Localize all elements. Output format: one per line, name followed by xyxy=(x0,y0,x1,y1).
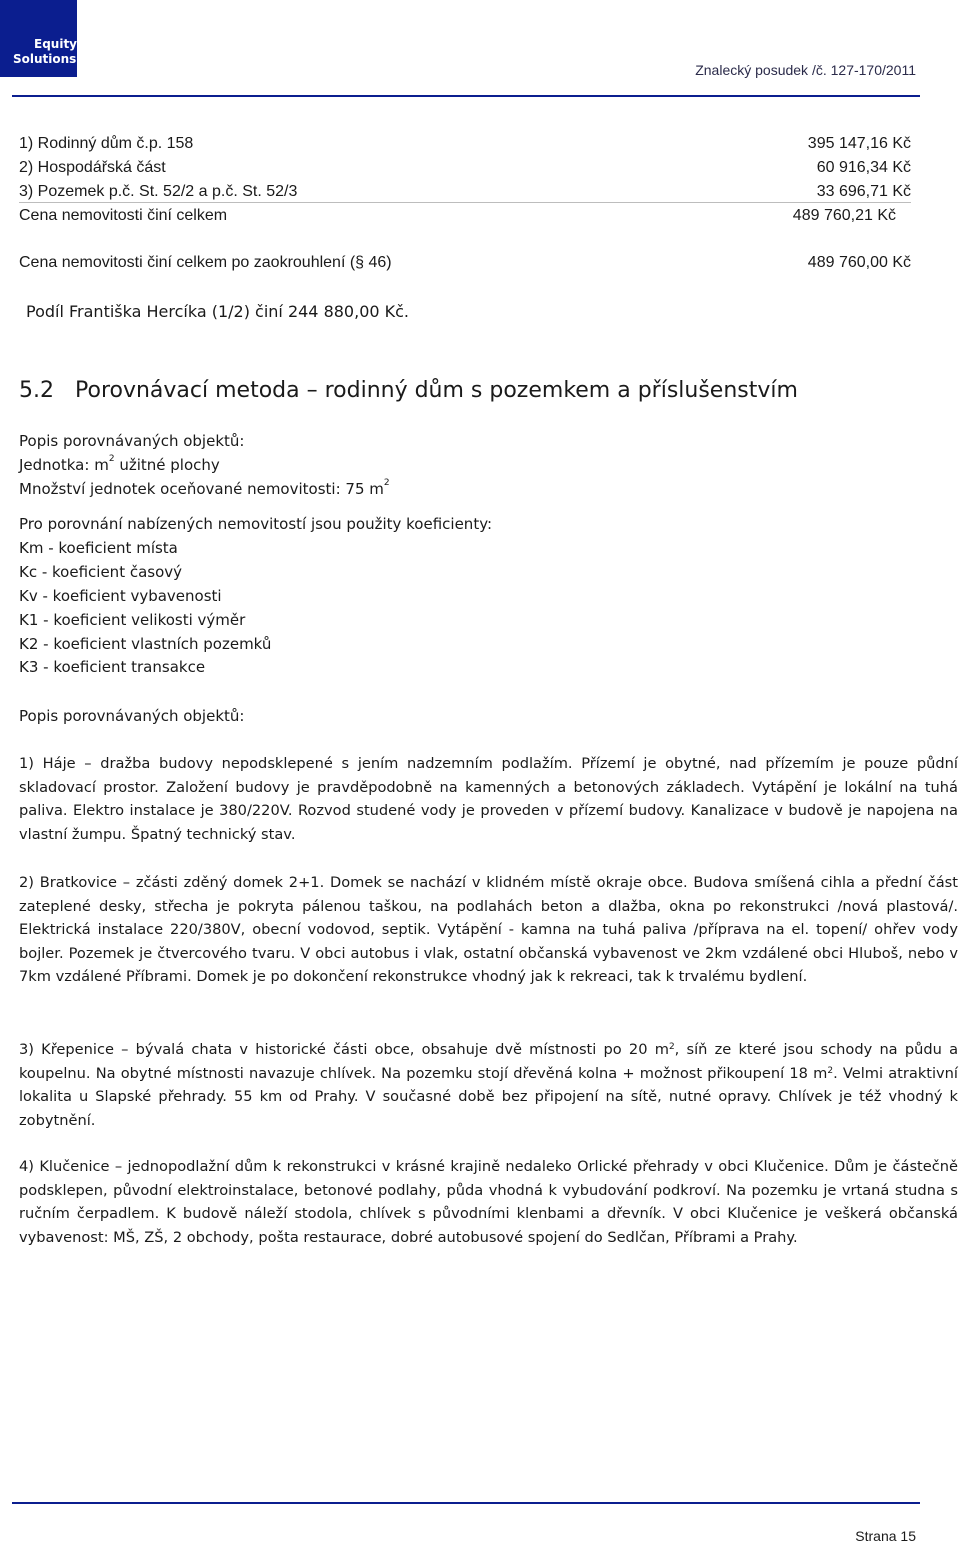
price-label: 2) Hospodářská část xyxy=(19,159,166,176)
price-value: 60 916,34 Kč xyxy=(816,159,911,176)
share-statement: Podíl Františka Hercíka (1/2) činí 244 880,00 Kč. xyxy=(26,302,410,321)
section-heading xyxy=(19,378,798,403)
object-3-text-c: . Velmi atraktivní lokalita u Slapské přehrady. 55 km od Prahy. V současné době bez připojení na sítě, nutné opravy. Chlívek je též vhodný k zobytnění. xyxy=(19,1064,958,1129)
coefficient-item: Km - koeficient místa xyxy=(19,539,178,557)
section-number: 5.2 xyxy=(19,378,54,403)
header-divider xyxy=(12,95,920,97)
object-description-2: 2) Bratkovice – zčásti zděný domek 2+1. Domek se nachází v klidném místě okraje obce. Budova smíšená cihla a přední část zateplené desky, střecha je pokryta pálenou taškou, na podlahách beton a dlažba, okna po rekonstrukci /nová plastová/. Elektrická instalace 220/380V, obecní vodovod, septik. Vytápění - kamna na tuhá paliva /příprava na el. topení/ ohřev vody bojler. Pozemek je čtvercového tvaru. V obci autobus i vlak, ostatní občanská vybavenost ve 2km vzdálené obci Hluboš, nebo v 7km vzdálené Příbrami. Domek je po dokončení rekonstrukce vhodný jak k rekreaci, tak k trvalému bydlení. xyxy=(19,874,958,985)
unit-suffix: užitné plochy xyxy=(119,456,220,474)
quantity-value: 75 m xyxy=(345,480,384,498)
unit-value: m xyxy=(94,456,109,474)
document-reference: Znalecký posudek /č. 127-170/2011 xyxy=(695,62,916,78)
price-value: 33 696,71 Kč xyxy=(816,183,911,200)
coefficient-item: Kc - koeficient časový xyxy=(19,563,183,581)
objects-heading-2: Popis porovnávaných objektů: xyxy=(19,707,245,725)
price-label: 1) Rodinný dům č.p. 158 xyxy=(19,135,194,152)
price-label: Cena nemovitosti činí celkem xyxy=(19,207,228,224)
footer-divider xyxy=(12,1502,920,1504)
unit-line xyxy=(19,456,220,474)
price-label: 3) Pozemek p.č. St. 52/2 a p.č. St. 52/3 xyxy=(19,183,298,200)
unit-label: Jednotka: xyxy=(19,456,90,474)
quantity-line xyxy=(19,480,390,498)
unit-superscript: 2 xyxy=(108,454,115,464)
price-underline xyxy=(19,202,911,203)
object-description-3 xyxy=(19,1038,958,1132)
object-3-text-b: , síň ze které jsou schody na půdu a koupelnu. Na obytné místnosti navazuje chlívek. Na pozemku stojí dřevěná kolna + možnost přikoupení 18 m xyxy=(19,1041,959,1082)
coefficient-item: K2 - koeficient vlastních pozemků xyxy=(19,635,272,653)
section-title: Porovnávací metoda – rodinný dům s pozemkem a příslušenstvím xyxy=(75,378,798,403)
objects-heading: Popis porovnávaných objektů: xyxy=(19,432,245,450)
coefficient-item: Kv - koeficient vybavenosti xyxy=(19,587,222,605)
logo-line-1: Equity xyxy=(34,37,78,51)
object-3-sup-2: 2 xyxy=(827,1065,834,1076)
quantity-superscript: 2 xyxy=(383,478,390,488)
object-3-text-a: 3) Křepenice – bývalá chata v historické části obce, obsahuje dvě místnosti po 20 m xyxy=(19,1041,669,1058)
page-number: Strana 15 xyxy=(855,1528,916,1544)
object-description-1: 1) Háje – dražba budovy nepodsklepené s jením nadzemním podlažím. Přízemí je obytné, nad přízemím je pouze půdní skladovací prostor. Založení budovy je pravděpodobně na kamenných a betonových základech. Vytápění je lokální na tuhá paliva. Elektro instalace je 380/220V. Rozvod studené vody je proveden v přízemí budovy. Kanalizace v budově je napojena na vlastní žumpu. Špatný technický stav. xyxy=(19,755,958,843)
price-value: 489 760,21 Kč xyxy=(792,207,896,224)
price-value: 395 147,16 Kč xyxy=(807,135,911,152)
coefficients-heading: Pro porovnání nabízených nemovitostí jsou použity koeficienty: xyxy=(19,515,493,533)
quantity-label: Množství jednotek oceňované nemovitosti: xyxy=(19,480,341,498)
price-label: Cena nemovitosti činí celkem po zaokrouhlení (§ 46) xyxy=(19,254,392,271)
coefficient-item: K3 - koeficient transakce xyxy=(19,658,206,676)
company-logo xyxy=(0,0,77,77)
coefficient-item: K1 - koeficient velikosti výměr xyxy=(19,611,246,629)
price-value: 489 760,00 Kč xyxy=(807,254,911,271)
object-3-sup-1: 2 xyxy=(668,1042,675,1052)
logo-line-2: Solutions xyxy=(13,52,77,66)
object-description-4: 4) Klučenice – jednopodlažní dům k rekonstrukci v krásné krajině nedaleko Orlické přehrady v obci Klučenice. Dům je částečně podsklepen, původní elektroinstalace, betonové podlahy, půda vhodná k vybudování podkroví. Na pozemku je vrtaná studna s ručním čerpadlem. K budově náleží stodola, chlívek s původními klenbami a dřevník. V obci Klučenice je veškerá občanská vybavenost: MŠ, ZŠ, 2 obchody, pošta restaurace, dobré autobusové spojení do Sedlčan, Příbrami a Prahy. xyxy=(19,1158,958,1246)
